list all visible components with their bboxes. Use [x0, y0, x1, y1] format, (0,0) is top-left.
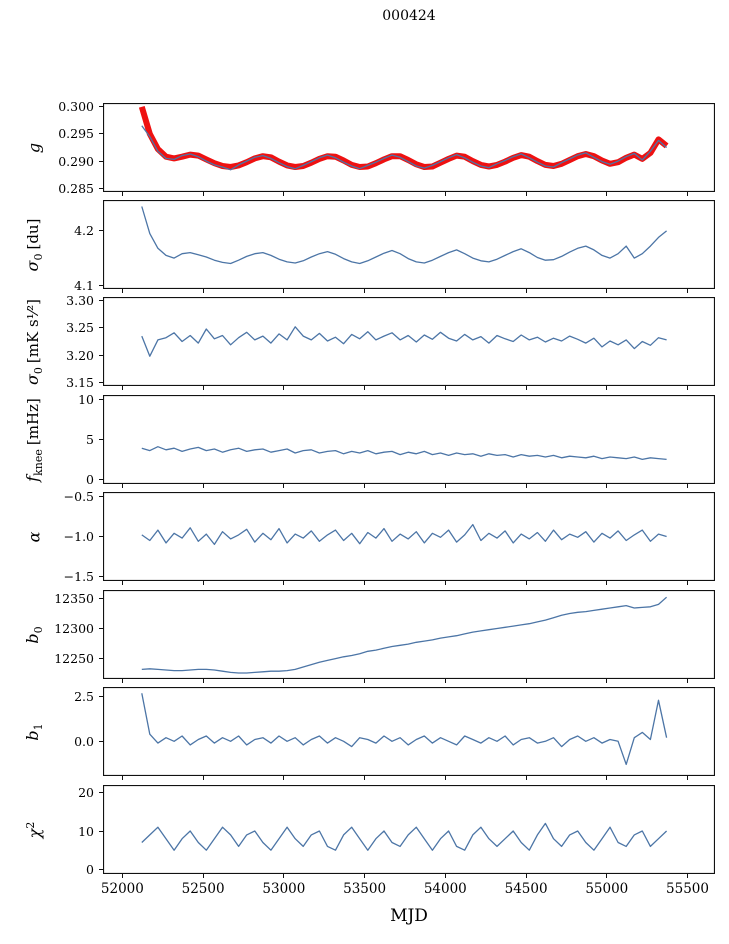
- y-tick-label: 3.25: [66, 320, 94, 336]
- y-tick: [99, 382, 103, 383]
- y-tick: [99, 285, 103, 286]
- y-tick-label: 0: [86, 861, 94, 877]
- y-axis-label-fknee: [23, 398, 45, 482]
- x-tick: [203, 484, 204, 488]
- series-alpha-line: [142, 525, 667, 545]
- figure-title: 000424: [382, 8, 436, 24]
- y-tick: [99, 106, 103, 107]
- plot-area-b1: [103, 687, 715, 776]
- y-label-symbol: b: [22, 729, 42, 741]
- x-tick: [122, 679, 123, 683]
- x-tick: [364, 289, 365, 293]
- y-tick-label: 4.1: [74, 277, 94, 293]
- y-label-unit: [mK s¹⁄²]: [23, 298, 42, 363]
- x-tick: [203, 581, 204, 585]
- x-tick: [364, 776, 365, 780]
- x-tick: [283, 581, 284, 585]
- x-tick: [122, 874, 123, 878]
- x-tick: [364, 386, 365, 390]
- x-tick: [122, 581, 123, 585]
- panel-chi2: [103, 785, 715, 874]
- x-tick: [122, 386, 123, 390]
- y-tick: [99, 598, 103, 599]
- y-tick: [99, 133, 103, 134]
- y-label-symbol: σ: [22, 260, 42, 271]
- y-axis-label-sigma0-du: [23, 218, 45, 271]
- x-tick: [526, 289, 527, 293]
- x-tick: [364, 874, 365, 878]
- series-sigma0-du-line: [142, 207, 667, 264]
- x-tick: [445, 776, 446, 780]
- y-tick: [99, 300, 103, 301]
- y-tick: [99, 696, 103, 697]
- series-g-red-band: [142, 107, 667, 167]
- y-axis-label-b1: [23, 723, 45, 740]
- x-tick: [526, 192, 527, 196]
- panel-fknee: [103, 395, 715, 484]
- x-tick: [526, 679, 527, 683]
- y-tick: [99, 479, 103, 480]
- x-tick: [687, 581, 688, 585]
- x-tick: [283, 776, 284, 780]
- x-tick: [606, 386, 607, 390]
- x-tick-label: 54000: [423, 881, 467, 897]
- plot-area-fknee: [103, 395, 715, 484]
- x-tick-label: 55500: [666, 881, 709, 897]
- x-tick-label: 52000: [100, 881, 144, 897]
- x-tick: [606, 776, 607, 780]
- x-tick: [364, 679, 365, 683]
- y-tick-label: 0.290: [58, 153, 94, 169]
- panel-sigma0-mk: [103, 297, 715, 386]
- y-label-subscript: 1: [32, 722, 46, 730]
- series-fknee-line: [142, 447, 667, 460]
- y-tick-label: −0.5: [63, 489, 94, 505]
- panel-frame: [104, 201, 715, 289]
- y-tick: [99, 161, 103, 162]
- x-tick: [526, 484, 527, 488]
- plot-area-g: [103, 103, 715, 192]
- series-b0-line: [142, 597, 667, 673]
- panel-b0: [103, 590, 715, 679]
- panel-sigma0-du: [103, 200, 715, 289]
- y-label-unit: [du]: [23, 218, 42, 250]
- y-tick-label: −1.5: [63, 568, 94, 584]
- panel-frame: [104, 688, 715, 776]
- panel-b1: [103, 687, 715, 776]
- x-tick-label: 53500: [343, 881, 387, 897]
- x-tick: [687, 874, 688, 878]
- y-axis-label-chi2: [24, 821, 44, 838]
- y-tick: [99, 831, 103, 832]
- y-label-subscript: 0: [32, 366, 46, 374]
- x-tick: [203, 874, 204, 878]
- x-tick-label: 53000: [262, 881, 306, 897]
- y-label-subscript: 0: [32, 625, 46, 633]
- x-tick: [283, 874, 284, 878]
- x-tick: [687, 192, 688, 196]
- x-tick: [445, 484, 446, 488]
- x-tick: [122, 776, 123, 780]
- panel-frame: [104, 104, 715, 192]
- x-tick: [203, 289, 204, 293]
- x-tick: [364, 484, 365, 488]
- y-tick-label: 10: [78, 392, 94, 408]
- y-tick: [99, 741, 103, 742]
- y-label-symbol: g: [24, 142, 44, 153]
- y-axis-label-sigma0-mk: [23, 298, 45, 384]
- x-tick: [606, 192, 607, 196]
- y-label-superscript: 2: [23, 821, 37, 829]
- panel-frame: [104, 591, 715, 679]
- x-tick: [606, 289, 607, 293]
- x-tick: [526, 386, 527, 390]
- x-tick: [203, 192, 204, 196]
- y-tick-label: 12350: [54, 590, 94, 606]
- x-tick: [122, 484, 123, 488]
- y-tick-label: 5: [86, 432, 94, 447]
- x-tick: [283, 484, 284, 488]
- plot-area-sigma0-du: [103, 200, 715, 289]
- x-tick: [606, 679, 607, 683]
- x-tick: [687, 289, 688, 293]
- x-tick: [122, 289, 123, 293]
- y-label-unit: [mHz]: [23, 397, 42, 445]
- y-tick: [99, 399, 103, 400]
- y-tick: [99, 230, 103, 231]
- x-tick: [283, 386, 284, 390]
- y-tick: [99, 576, 103, 577]
- y-tick-label: 4.2: [74, 223, 94, 239]
- y-tick-label: 0.300: [58, 99, 94, 115]
- y-label-symbol: σ: [22, 373, 42, 385]
- y-axis-label-g: [25, 142, 44, 152]
- series-chi2-line: [142, 823, 667, 850]
- panel-frame: [104, 786, 715, 874]
- x-tick: [526, 776, 527, 780]
- x-tick: [203, 386, 204, 390]
- x-tick: [203, 679, 204, 683]
- x-tick: [283, 289, 284, 293]
- y-tick: [99, 355, 103, 356]
- y-tick: [99, 188, 103, 189]
- x-tick: [445, 386, 446, 390]
- y-tick-label: 12300: [54, 621, 94, 636]
- plot-area-chi2: [103, 785, 715, 874]
- y-label-symbol: b: [22, 632, 42, 644]
- x-axis-label: MJD: [390, 906, 428, 926]
- x-tick: [203, 776, 204, 780]
- y-tick-label: 12250: [54, 651, 94, 667]
- x-tick: [606, 484, 607, 488]
- y-tick-label: −1.0: [63, 529, 94, 544]
- x-tick: [364, 192, 365, 196]
- y-tick-label: 0.0: [74, 733, 94, 749]
- x-tick-label: 54500: [504, 881, 548, 897]
- series-sigma0-mk-line: [142, 327, 667, 356]
- y-tick: [99, 658, 103, 659]
- panel-frame: [104, 396, 715, 484]
- y-label-symbol: f: [22, 475, 42, 482]
- x-tick: [283, 679, 284, 683]
- y-tick: [99, 327, 103, 328]
- y-tick: [99, 628, 103, 629]
- y-tick: [99, 496, 103, 497]
- panel-alpha: [103, 492, 715, 581]
- y-tick-label: 0: [86, 471, 94, 487]
- x-tick: [283, 192, 284, 196]
- x-tick: [122, 192, 123, 196]
- y-tick: [99, 536, 103, 537]
- y-tick-label: 2.5: [74, 689, 94, 705]
- x-tick: [687, 386, 688, 390]
- x-tick: [445, 581, 446, 585]
- x-tick-label: 55000: [585, 881, 629, 897]
- y-tick-label: 10: [78, 823, 94, 839]
- y-tick-label: 0.295: [58, 126, 94, 142]
- x-tick: [364, 581, 365, 585]
- x-tick: [445, 289, 446, 293]
- panel-g: [103, 103, 715, 192]
- plot-area-alpha: [103, 492, 715, 581]
- y-axis-label-b0: [23, 626, 45, 643]
- x-tick: [526, 874, 527, 878]
- y-tick-label: 3.15: [66, 374, 94, 390]
- y-tick-label: 0.285: [58, 180, 94, 196]
- y-axis-label-alpha: [25, 531, 44, 542]
- x-tick: [606, 581, 607, 585]
- x-tick: [687, 679, 688, 683]
- y-tick-label: 20: [78, 785, 94, 801]
- x-tick: [687, 484, 688, 488]
- y-label-subscript: 0: [32, 253, 46, 261]
- y-label-symbol: χ: [25, 828, 45, 838]
- plot-area-b0: [103, 590, 715, 679]
- x-tick-label: 52500: [181, 881, 225, 897]
- x-tick: [445, 874, 446, 878]
- y-tick: [99, 792, 103, 793]
- x-tick: [445, 679, 446, 683]
- x-tick: [526, 581, 527, 585]
- series-b1-line: [142, 693, 667, 764]
- y-tick: [99, 869, 103, 870]
- x-tick: [445, 192, 446, 196]
- x-tick: [606, 874, 607, 878]
- x-tick: [687, 776, 688, 780]
- y-label-subscript: knee: [32, 448, 46, 476]
- y-tick: [99, 439, 103, 440]
- y-tick-label: 3.20: [66, 347, 94, 363]
- y-tick-label: 3.30: [66, 293, 94, 309]
- y-label-symbol: α: [24, 531, 44, 542]
- plot-area-sigma0-mk: [103, 297, 715, 386]
